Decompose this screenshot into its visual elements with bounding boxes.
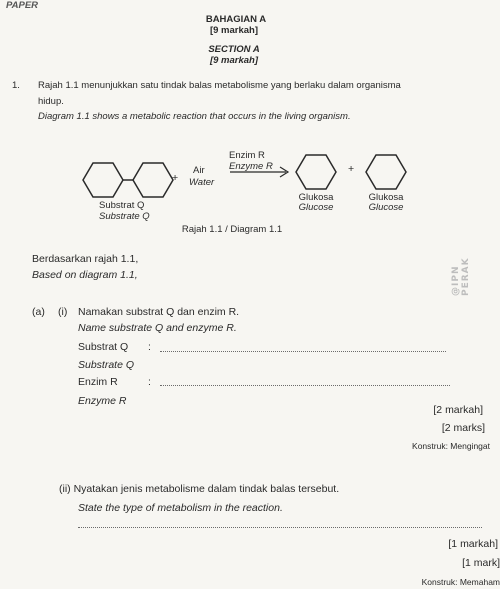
product1-label-ms: Glukosa (298, 192, 334, 203)
diagram-caption: Rajah 1.1 / Diagram 1.1 (181, 224, 283, 235)
field-enzyme-colon: : (148, 376, 151, 388)
part-i-construct: Konstruk: Mengingat (412, 441, 490, 451)
part-i-marks-ms: [2 markah] (433, 404, 483, 416)
glucose-hexagon-2 (366, 155, 406, 189)
part-ii-marks-ms: [1 markah] (448, 538, 498, 550)
sub-a-letter: (a) (32, 306, 45, 318)
part-title-ms: BAHAGIAN A (205, 14, 267, 25)
answer-line-substrate[interactable] (160, 351, 446, 352)
question-stem-en: Diagram 1.1 shows a metabolic reaction that occurs in the living organism. (38, 111, 351, 122)
part-marks-en: [9 markah] (209, 55, 259, 66)
part-ii-construct: Konstruk: Memaham (421, 577, 500, 587)
answer-line-enzyme[interactable] (160, 385, 450, 386)
field-substrate-label-ms: Substrat Q (78, 341, 129, 353)
question-stem-ms-1: Rajah 1.1 menunjukkan satu tindak balas metabolisme yang berlaku dalam organisma (38, 80, 401, 91)
product2-label-en: Glucose (368, 202, 404, 213)
part-ii-question-en: State the type of metabolism in the reaction. (78, 502, 283, 514)
hexagon-right (133, 163, 173, 197)
intro-en: Based on diagram 1.1, (32, 269, 138, 281)
part-marks-ms: [9 markah] (209, 25, 259, 36)
plus-sign-1: + (172, 172, 179, 184)
hexagon-left (83, 163, 123, 197)
enzyme-label-ms: Enzim R (229, 150, 265, 161)
question-number: 1. (12, 80, 20, 91)
intro-ms: Berdasarkan rajah 1.1, (32, 253, 139, 265)
enzyme-label-en: Enzyme R (229, 161, 273, 172)
substrate-label-ms: Substrat Q (99, 200, 145, 211)
substrate-label-en: Substrate Q (99, 211, 150, 222)
part-i-question-en: Name substrate Q and enzyme R. (78, 322, 237, 334)
glucose-hexagon-1 (296, 155, 336, 189)
plus-sign-2: + (348, 163, 355, 175)
answer-line-metabolism[interactable] (78, 527, 482, 528)
field-enzyme-label-ms: Enzim R (78, 376, 118, 388)
part-ii-marks-en: [1 mark] (462, 557, 500, 569)
page-label: PAPER (6, 0, 39, 11)
part-i-question-ms: Namakan substrat Q dan enzim R. (78, 306, 240, 318)
part-ii-question-ms: (ii) Nyatakan jenis metabolisme dalam tindak balas tersebut. (59, 483, 340, 495)
product2-label-ms: Glukosa (368, 192, 404, 203)
part-title-en: SECTION A (208, 44, 260, 55)
field-enzyme-label-en: Enzyme R (78, 395, 127, 407)
field-substrate-colon: : (148, 341, 151, 353)
disaccharide-structure (83, 163, 173, 197)
reactant-water: Water (189, 177, 215, 188)
part-i-marks-en: [2 marks] (441, 422, 485, 434)
reactant-air: Air (193, 165, 205, 176)
field-substrate-label-en: Substrate Q (78, 359, 135, 371)
part-i-roman: (i) (58, 306, 68, 318)
watermark-text: @IPN PERAK (451, 257, 471, 296)
product1-label-en: Glucose (298, 202, 334, 213)
question-stem-ms-2: hidup. (38, 96, 64, 107)
